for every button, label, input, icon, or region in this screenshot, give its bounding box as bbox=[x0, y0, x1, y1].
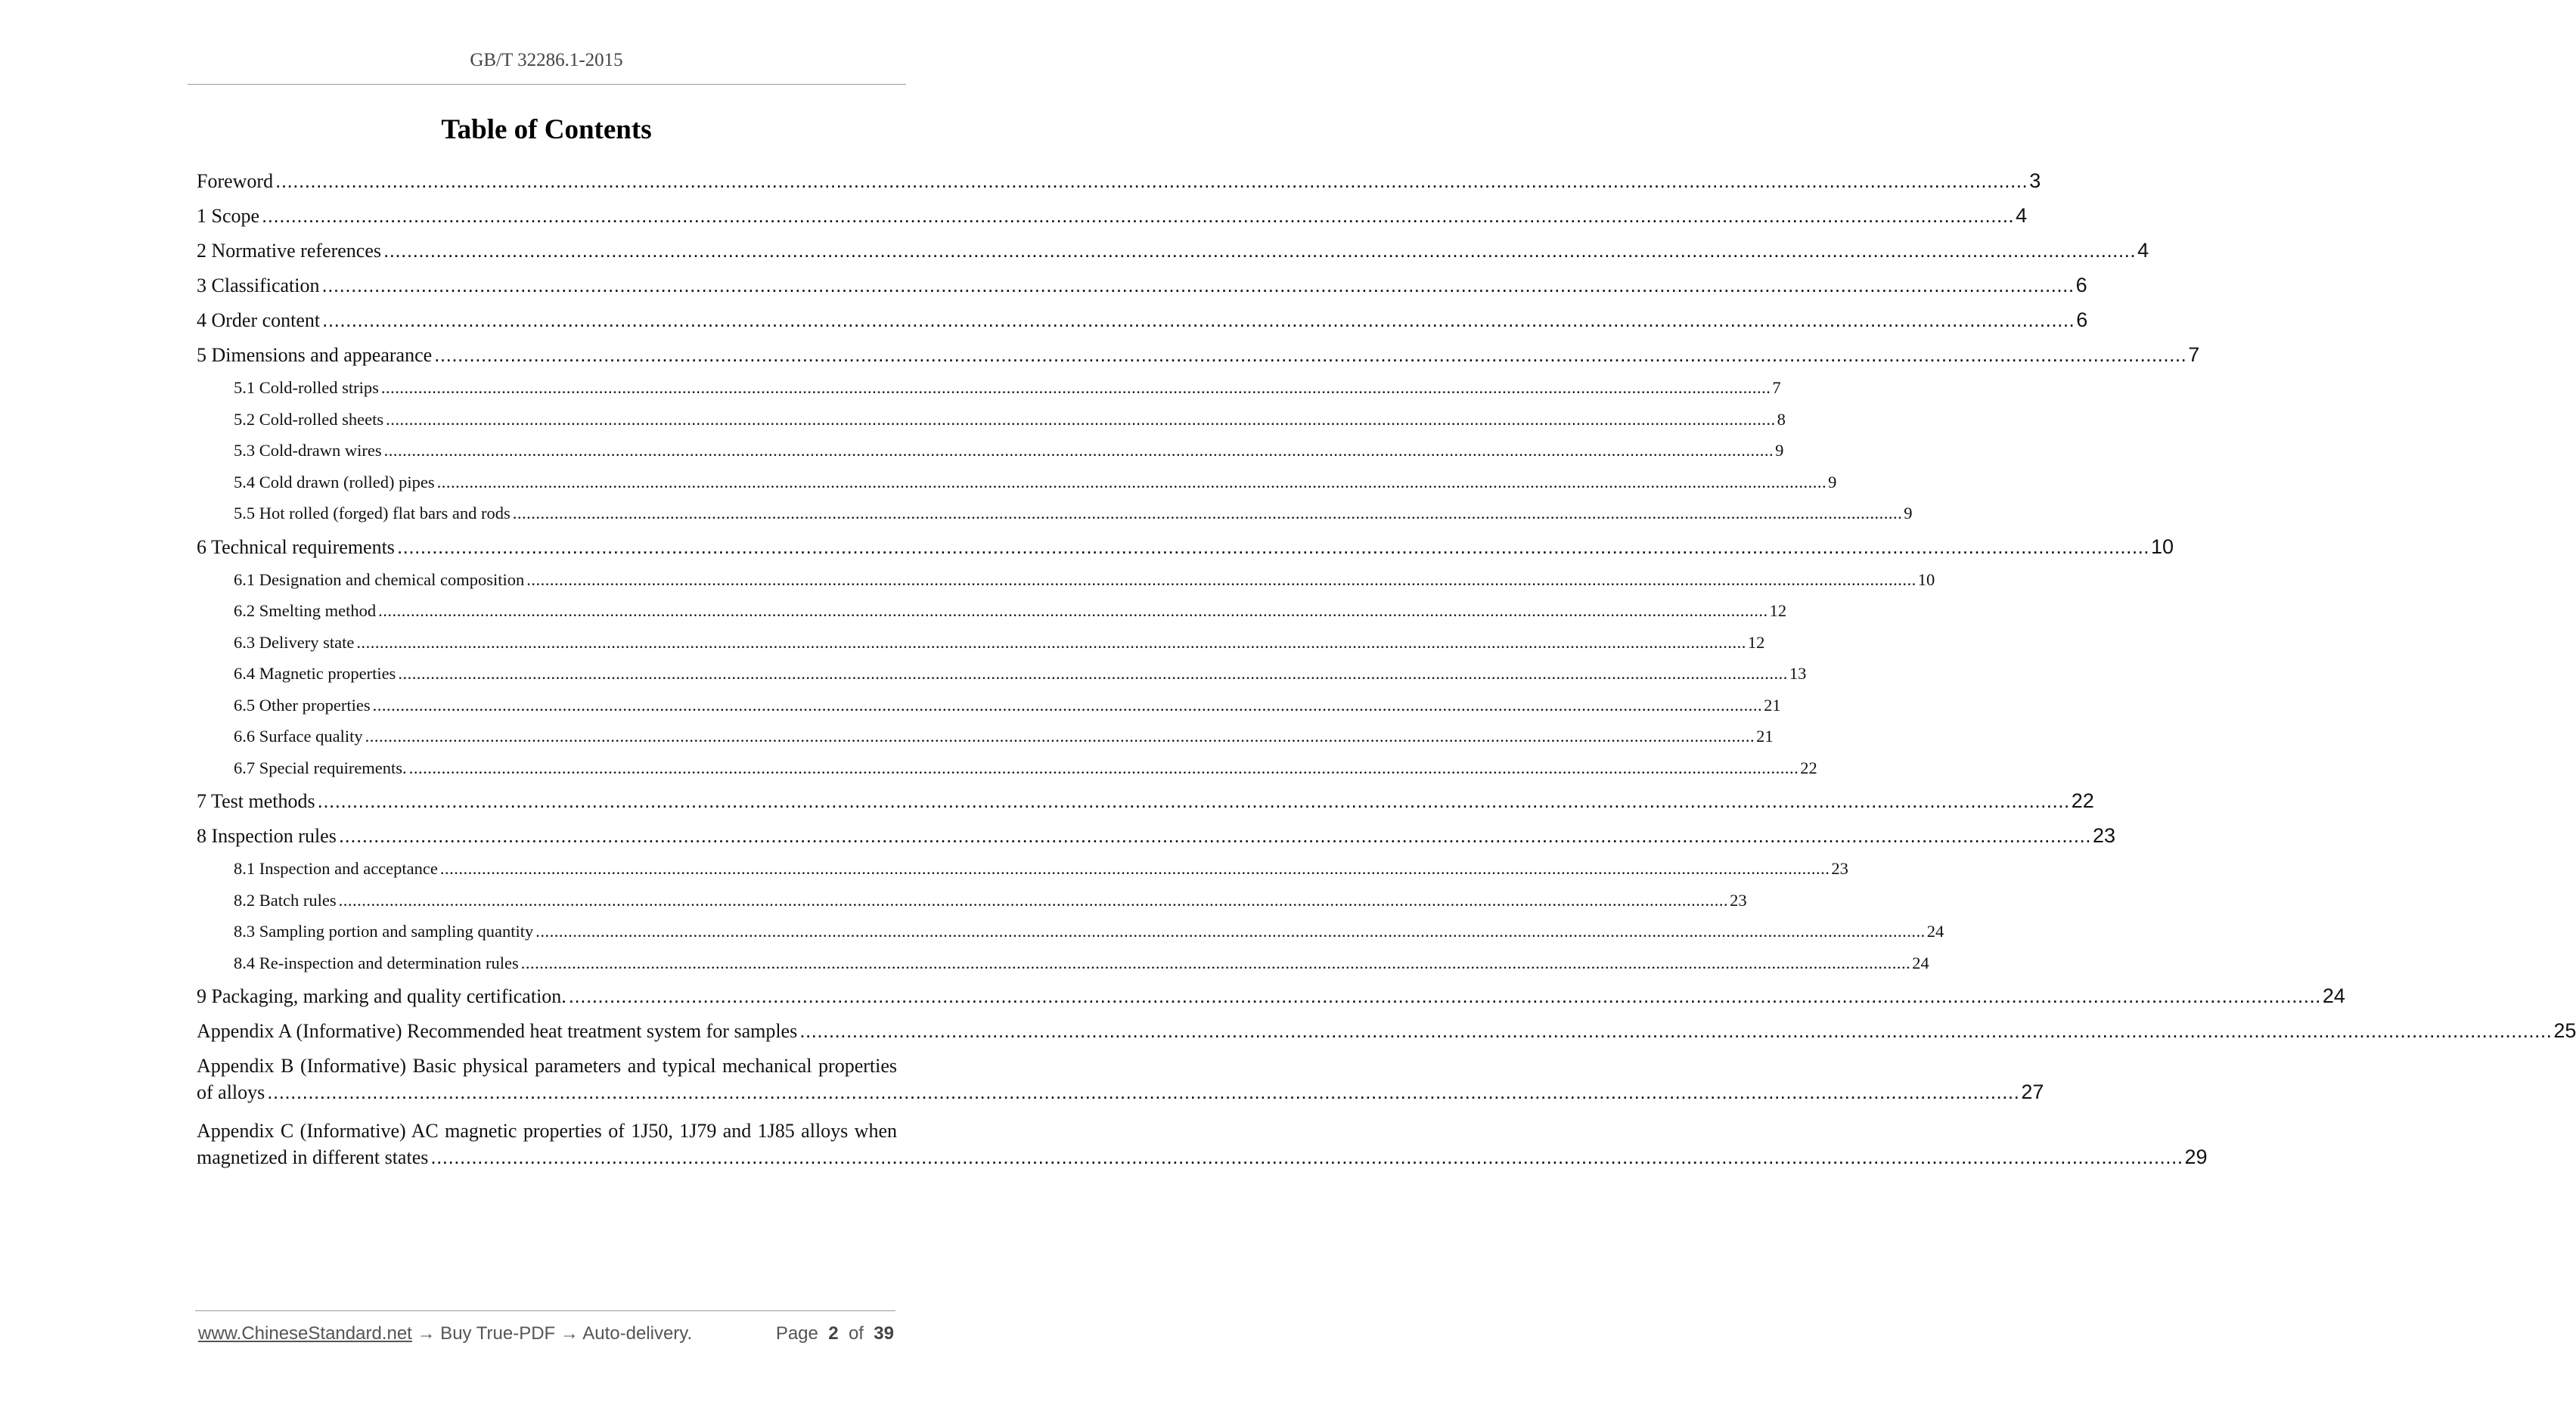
toc-entry-inspection-rules[interactable] bbox=[197, 818, 2115, 853]
toc-subentry-6-7[interactable] bbox=[197, 752, 1817, 784]
toc-subentry-6-4[interactable] bbox=[197, 658, 1807, 690]
toc-heading: Table of Contents bbox=[441, 114, 652, 145]
toc-entry-page: 4 bbox=[2016, 204, 2028, 227]
toc-entry-appendix-a[interactable] bbox=[197, 1013, 2576, 1048]
toc-entry-title: 6.1 Designation and chemical composition bbox=[234, 569, 525, 589]
toc-entry-foreword[interactable] bbox=[197, 163, 2041, 198]
toc-subentry-5-1[interactable] bbox=[197, 372, 1781, 404]
toc-entry-page: 8 bbox=[1777, 409, 1786, 429]
document-id: GB/T 32286.1-2015 bbox=[470, 50, 623, 70]
promo-text: → Buy True-PDF → Auto-delivery. bbox=[411, 1323, 693, 1344]
dot-leader: ............................................................................................................................................................................................................................................................................................................ bbox=[535, 922, 1926, 941]
toc-entry-title-line2: magnetized in different states bbox=[197, 1146, 429, 1168]
dot-leader: ............................................................................................................................................................................................................................................................................................................ bbox=[520, 953, 1911, 972]
toc-subentry-6-2[interactable] bbox=[197, 595, 1787, 627]
toc-entry-title: 5.4 Cold drawn (rolled) pipes bbox=[234, 472, 435, 491]
toc-entry-page: 9 bbox=[1904, 504, 1913, 522]
toc-entry-title: 7 Test methods bbox=[197, 790, 315, 812]
toc-entry-title: 6.2 Smelting method bbox=[234, 601, 377, 620]
dot-leader: ............................................................................................................................................................................................................................................................................................................ bbox=[383, 239, 2137, 262]
toc-entry-technical-requirements[interactable] bbox=[197, 529, 2174, 564]
toc-subentry-6-5[interactable] bbox=[197, 690, 1781, 721]
page-footer bbox=[198, 1323, 894, 1349]
header-divider bbox=[188, 84, 906, 85]
toc-entry-title: 6 Technical requirements bbox=[197, 535, 395, 558]
toc-entry-dimensions[interactable] bbox=[197, 337, 2200, 372]
dot-leader: ............................................................................................................................................................................................................................................................................................................ bbox=[799, 1019, 2553, 1042]
toc-entry-title: 5.1 Cold-rolled strips bbox=[234, 378, 379, 397]
toc-entry-scope[interactable] bbox=[197, 198, 2028, 233]
dot-leader: ............................................................................................................................................................................................................................................................................................................ bbox=[338, 890, 1729, 910]
toc-subentry-8-3[interactable] bbox=[197, 916, 1944, 947]
dot-leader: ............................................................................................................................................................................................................................................................................................................ bbox=[378, 601, 1768, 620]
table-of-contents bbox=[197, 163, 2576, 1178]
toc-entry-page: 4 bbox=[2137, 239, 2149, 262]
dot-leader: ............................................................................................................................................................................................................................................................................................................ bbox=[365, 727, 1755, 746]
toc-entry-page: 24 bbox=[1926, 922, 1944, 941]
dot-leader: ............................................................................................................................................................................................................................................................................................................ bbox=[430, 1146, 2183, 1168]
toc-entry-page: 10 bbox=[1917, 569, 1935, 589]
toc-entry-page: 6 bbox=[2075, 274, 2087, 296]
toc-entry-title: 5.3 Cold-drawn wires bbox=[234, 441, 382, 460]
dot-leader: ............................................................................................................................................................................................................................................................................................................ bbox=[317, 789, 2070, 812]
toc-subentry-6-6[interactable] bbox=[197, 721, 1774, 752]
dot-leader: ............................................................................................................................................................................................................................................................................................................ bbox=[372, 695, 1763, 715]
toc-entry-page: 24 bbox=[1912, 953, 1929, 972]
dot-leader: ............................................................................................................................................................................................................................................................................................................ bbox=[356, 632, 1746, 652]
toc-entry-page: 9 bbox=[1828, 472, 1837, 491]
toc-entry-page: 9 bbox=[1775, 441, 1784, 460]
toc-entry-page: 25 bbox=[2553, 1019, 2576, 1042]
toc-subentry-5-3[interactable] bbox=[197, 435, 1784, 467]
toc-entry-page: 21 bbox=[1756, 727, 1774, 746]
page-total: 39 bbox=[874, 1323, 894, 1344]
dot-leader: ............................................................................................................................................................................................................................................................................................................ bbox=[436, 472, 1827, 491]
toc-entry-page: 27 bbox=[2021, 1081, 2044, 1103]
dot-leader: ............................................................................................................................................................................................................................................................................................................ bbox=[439, 859, 1830, 878]
toc-entry-page: 13 bbox=[1789, 664, 1807, 683]
page-of-label: of bbox=[848, 1323, 864, 1344]
toc-entry-page: 10 bbox=[2151, 535, 2174, 558]
toc-entry-normative-references[interactable] bbox=[197, 233, 2149, 268]
toc-entry-title: 5.5 Hot rolled (forged) flat bars and rods bbox=[234, 504, 511, 522]
toc-entry-title: 5 Dimensions and appearance bbox=[197, 344, 433, 366]
toc-entry-title: 8.3 Sampling portion and sampling quantity bbox=[234, 922, 534, 941]
toc-entry-title: 2 Normative references bbox=[197, 240, 381, 262]
toc-entry-title: 3 Classification bbox=[197, 274, 320, 296]
toc-entry-page: 22 bbox=[2071, 789, 2094, 812]
dot-leader: ............................................................................................................................................................................................................................................................................................................ bbox=[383, 441, 1774, 460]
toc-entry-appendix-c[interactable] bbox=[197, 1113, 2208, 1178]
page-current: 2 bbox=[828, 1323, 839, 1344]
toc-entry-page: 23 bbox=[1831, 859, 1848, 878]
toc-entry-page: 21 bbox=[1764, 695, 1781, 715]
toc-entry-packaging[interactable] bbox=[197, 978, 2345, 1013]
footer-divider bbox=[195, 1310, 895, 1311]
dot-leader: ............................................................................................................................................................................................................................................................................................................ bbox=[322, 309, 2075, 331]
toc-subentry-8-4[interactable] bbox=[197, 947, 1929, 979]
toc-entry-page: 7 bbox=[2188, 343, 2200, 366]
dot-leader: ............................................................................................................................................................................................................................................................................................................ bbox=[512, 504, 1903, 522]
toc-entry-page: 23 bbox=[2092, 824, 2115, 847]
toc-entry-title: 6.3 Delivery state bbox=[234, 632, 355, 652]
toc-entry-title: 6.7 Special requirements. bbox=[234, 758, 407, 777]
dot-leader: ............................................................................................................................................................................................................................................................................................................ bbox=[267, 1081, 2020, 1103]
toc-entry-appendix-b[interactable] bbox=[197, 1048, 2044, 1113]
dot-leader: ............................................................................................................................................................................................................................................................................................................ bbox=[321, 274, 2075, 296]
toc-entry-page: 6 bbox=[2076, 309, 2088, 331]
toc-entry-page: 24 bbox=[2322, 985, 2345, 1007]
toc-subentry-6-3[interactable] bbox=[197, 627, 1765, 659]
toc-entry-page: 3 bbox=[2029, 169, 2041, 192]
dot-leader: ............................................................................................................................................................................................................................................................................................................ bbox=[262, 204, 2015, 227]
toc-entry-title: 4 Order content bbox=[197, 309, 321, 331]
toc-entry-page: 23 bbox=[1730, 890, 1747, 910]
toc-entry-title: 8.2 Batch rules bbox=[234, 890, 337, 910]
dot-leader: ............................................................................................................................................................................................................................................................................................................ bbox=[434, 343, 2187, 366]
toc-subentry-5-4[interactable] bbox=[197, 467, 1837, 498]
toc-entry-title-line1: Appendix B (Informative) Basic physical parameters and typical mechanical properties bbox=[197, 1055, 897, 1077]
toc-entry-title: 9 Packaging, marking and quality certification. bbox=[197, 985, 566, 1007]
toc-entry-title-line2: of alloys bbox=[197, 1081, 265, 1103]
page-label: Page bbox=[775, 1323, 818, 1344]
toc-entry-title: 5.2 Cold-rolled sheets bbox=[234, 409, 384, 429]
toc-entry-title: 1 Scope bbox=[197, 205, 260, 227]
dot-leader: ............................................................................................................................................................................................................................................................................................................ bbox=[338, 824, 2091, 847]
toc-entry-title-line1: Appendix C (Informative) AC magnetic properties of 1J50, 1J79 and 1J85 alloys when bbox=[197, 1120, 897, 1142]
toc-entry-page: 22 bbox=[1800, 758, 1817, 777]
toc-entry-title: 8.4 Re-inspection and determination rules bbox=[234, 953, 519, 972]
toc-entry-title: 8 Inspection rules bbox=[197, 825, 337, 847]
dot-leader: ............................................................................................................................................................................................................................................................................................................ bbox=[526, 569, 1916, 589]
dot-leader: ............................................................................................................................................................................................................................................................................................................ bbox=[386, 409, 1776, 429]
toc-entry-page: 29 bbox=[2184, 1146, 2208, 1168]
toc-entry-title: 8.1 Inspection and acceptance bbox=[234, 859, 438, 878]
dot-leader: ............................................................................................................................................................................................................................................................................................................ bbox=[380, 378, 1771, 397]
toc-entry-title: Appendix A (Informative) Recommended heat treatment system for samples bbox=[197, 1020, 798, 1042]
dot-leader: ............................................................................................................................................................................................................................................................................................................ bbox=[568, 985, 2321, 1007]
toc-subentry-8-1[interactable] bbox=[197, 853, 1848, 885]
toc-entry-title: 6.5 Other properties bbox=[234, 695, 371, 715]
toc-entry-page: 12 bbox=[1769, 601, 1787, 620]
toc-entry-order-content[interactable] bbox=[197, 302, 2088, 337]
toc-entry-title: 6.6 Surface quality bbox=[234, 727, 363, 746]
website-link[interactable]: www.ChineseStandard.net bbox=[198, 1323, 412, 1344]
dot-leader: ............................................................................................................................................................................................................................................................................................................ bbox=[408, 758, 1799, 777]
toc-entry-title: 6.4 Magnetic properties bbox=[234, 664, 396, 683]
page-counter bbox=[776, 1323, 894, 1344]
toc-entry-test-methods[interactable] bbox=[197, 783, 2094, 818]
toc-entry-page: 12 bbox=[1747, 632, 1765, 652]
toc-subentry-8-2[interactable] bbox=[197, 885, 1747, 916]
dot-leader: ............................................................................................................................................................................................................................................................................................................ bbox=[275, 169, 2028, 192]
dot-leader: ............................................................................................................................................................................................................................................................................................................ bbox=[398, 664, 1788, 683]
dot-leader: ............................................................................................................................................................................................................................................................................................................ bbox=[396, 535, 2150, 558]
toc-entry-classification[interactable] bbox=[197, 268, 2087, 302]
toc-entry-title: Foreword bbox=[197, 170, 274, 192]
toc-subentry-6-1[interactable] bbox=[197, 564, 1935, 596]
toc-subentry-5-2[interactable] bbox=[197, 404, 1786, 436]
toc-entry-page: 7 bbox=[1772, 378, 1781, 397]
toc-subentry-5-5[interactable] bbox=[197, 498, 1913, 529]
